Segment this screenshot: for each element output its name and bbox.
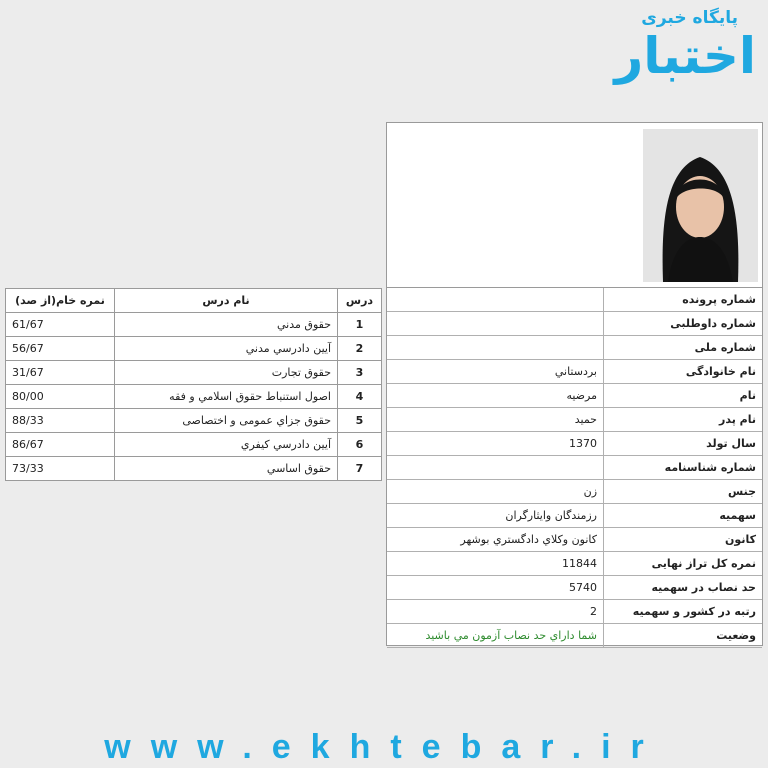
raw-score: 80/00 [6, 385, 115, 409]
profile-field-label: سهمیه [604, 504, 763, 528]
profile-field-label: کانون [604, 528, 763, 552]
profile-row [387, 552, 762, 576]
profile-field-label: شماره شناسنامه [604, 456, 763, 480]
profile-field-value: بردستاني [387, 360, 604, 384]
grade-row [6, 457, 382, 481]
course-name: حقوق جزاي عمومی و اختصاصی [115, 409, 338, 433]
profile-field-label: جنس [604, 480, 763, 504]
raw-score: 56/67 [6, 337, 115, 361]
profile-field-label: شماره پرونده [604, 288, 763, 312]
profile-row [387, 480, 762, 504]
raw-score: 86/67 [6, 433, 115, 457]
grade-row [6, 313, 382, 337]
course-number: 4 [338, 385, 382, 409]
profile-field-label: وضعیت [604, 624, 763, 648]
profile-row [387, 288, 762, 312]
grades-header-row [6, 289, 382, 313]
header-course-number: درس [338, 289, 382, 313]
profile-row [387, 576, 762, 600]
profile-field-label: نام [604, 384, 763, 408]
profile-field-label: رتبه در کشور و سهمیه [604, 600, 763, 624]
course-name: حقوق اساسي [115, 457, 338, 481]
raw-score: 31/67 [6, 361, 115, 385]
course-number: 5 [338, 409, 382, 433]
course-number: 3 [338, 361, 382, 385]
course-number: 1 [338, 313, 382, 337]
course-name: حقوق تجارت [115, 361, 338, 385]
logo-tagline: پایگاه خبری [641, 8, 738, 28]
grades-table [5, 288, 382, 481]
profile-field-label: نام پدر [604, 408, 763, 432]
profile-table [387, 288, 762, 648]
profile-field-value: مرضیه [387, 384, 604, 408]
course-number: 2 [338, 337, 382, 361]
profile-row [387, 504, 762, 528]
profile-field-label: نام خانوادگی [604, 360, 763, 384]
course-name: اصول استنباط حقوق اسلامي و فقه [115, 385, 338, 409]
grade-row [6, 337, 382, 361]
course-name: آيين دادرسي كيفري [115, 433, 338, 457]
grade-row [6, 385, 382, 409]
profile-field-value [387, 288, 604, 312]
profile-field-value: زن [387, 480, 604, 504]
logo-name: اختبار [614, 27, 756, 85]
profile-field-label: نمره کل تراز نهایی [604, 552, 763, 576]
course-name: حقوق مدني [115, 313, 338, 337]
profile-field-value [387, 312, 604, 336]
grade-row [6, 361, 382, 385]
profile-field-value: 2 [387, 600, 604, 624]
profile-field-label: حد نصاب در سهمیه [604, 576, 763, 600]
profile-field-value [387, 336, 604, 360]
status-value: شما داراي حد نصاب آزمون مي باشيد [387, 624, 604, 648]
profile-field-value: 1370 [387, 432, 604, 456]
profile-row [387, 312, 762, 336]
course-name: آيين دادرسي مدني [115, 337, 338, 361]
profile-row [387, 408, 762, 432]
profile-field-label: شماره ملی [604, 336, 763, 360]
profile-field-value [387, 456, 604, 480]
course-number: 7 [338, 457, 382, 481]
raw-score: 88/33 [6, 409, 115, 433]
header-raw-score: نمره خام(از صد) [6, 289, 115, 313]
profile-row [387, 432, 762, 456]
profile-row [387, 528, 762, 552]
profile-row [387, 624, 762, 648]
profile-row [387, 456, 762, 480]
course-number: 6 [338, 433, 382, 457]
profile-field-label: شماره داوطلبی [604, 312, 763, 336]
profile-field-value: کانون وکلاي دادگستري بوشهر [387, 528, 604, 552]
raw-score: 61/67 [6, 313, 115, 337]
profile-row [387, 360, 762, 384]
candidate-card [386, 122, 763, 646]
grade-row [6, 409, 382, 433]
photo-area [387, 123, 762, 288]
footer-url: www.ekhtebar.ir [104, 728, 664, 766]
profile-row [387, 600, 762, 624]
profile-row [387, 384, 762, 408]
profile-field-value: 5740 [387, 576, 604, 600]
ekhtebar-logo [606, 8, 756, 98]
raw-score: 73/33 [6, 457, 115, 481]
profile-field-value: حمید [387, 408, 604, 432]
profile-field-value: رزمندگان وايثارگران [387, 504, 604, 528]
profile-row [387, 336, 762, 360]
profile-field-label: سال تولد [604, 432, 763, 456]
profile-field-value: 11844 [387, 552, 604, 576]
candidate-photo [643, 129, 758, 282]
header-course-name: نام درس [115, 289, 338, 313]
grade-row [6, 433, 382, 457]
